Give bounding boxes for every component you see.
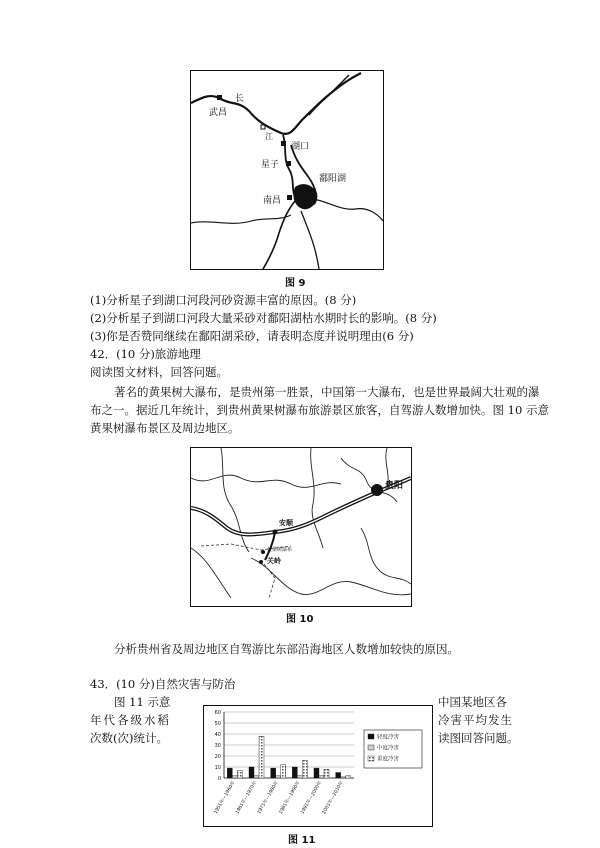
legend-swatch xyxy=(368,756,374,761)
x-tick-label: 1981年—1990年 xyxy=(278,780,302,816)
y-tick-label: 40 xyxy=(214,732,221,738)
figure-10-map xyxy=(190,447,412,607)
q43-heading: 43．(10 分)自然灾害与防治 xyxy=(90,677,236,691)
figure-10-caption: 图 10 xyxy=(286,614,314,625)
bar-中度冷害-2001年—2010年 xyxy=(341,777,346,778)
q42-intro: 阅读图文材料，回答问题。 xyxy=(90,365,228,379)
q42-paragraph-line-2: 布之一。据近几年统计，到贵州黄果树瀑布旅游景区旅客，自驾游人数增加快。图 10 示意 xyxy=(90,403,549,417)
bar-轻度冷害-1981年—1990年 xyxy=(292,767,297,778)
bar-中度冷害-1951年—1960年 xyxy=(232,776,237,778)
figure-9-map-drawing xyxy=(191,71,383,269)
figure-9-caption: 图 9 xyxy=(285,278,306,289)
legend-swatch xyxy=(368,734,374,739)
bar-中度冷害-1991年—2000年 xyxy=(319,776,324,778)
figure-10-map-drawing xyxy=(191,448,411,606)
bar-轻度冷害-1991年—2000年 xyxy=(314,768,319,778)
wuchang-marker xyxy=(217,95,222,100)
q43-right-line-1: 中国某地区各 xyxy=(438,695,507,709)
label-poyang: 鄱阳湖 xyxy=(319,174,347,184)
label-chang: 长 xyxy=(235,94,245,104)
x-tick-label: 1961年—1970年 xyxy=(235,780,259,816)
q42-paragraph-line-3: 黄果树瀑布景区及周边地区。 xyxy=(90,421,240,435)
guanling-marker xyxy=(259,560,263,564)
bar-轻度冷害-1951年—1960年 xyxy=(227,768,232,778)
y-tick-label: 60 xyxy=(214,710,221,716)
y-tick-label: 50 xyxy=(214,721,221,727)
figure-11-caption: 图 11 xyxy=(288,835,316,846)
legend-label: 中度冷害 xyxy=(377,745,400,752)
hukou-marker xyxy=(281,141,286,146)
label-anshun: 安顺 xyxy=(279,519,293,527)
bar-轻度冷害-1971年—1980年 xyxy=(271,768,276,778)
figure-11-chart xyxy=(203,705,433,827)
bar-轻度冷害-2001年—2010年 xyxy=(336,773,341,779)
bar-重度冷害-1961年—1970年 xyxy=(259,736,264,778)
xingzi-marker xyxy=(286,161,291,166)
x-tick-label: 1971年—1980年 xyxy=(256,780,280,816)
q41-item-3: (3)你是否赞同继续在鄱阳湖采砂，请表明态度并说明理由(6 分) xyxy=(90,329,414,343)
label-guanling: 关岭 xyxy=(267,557,281,565)
y-tick-label: 30 xyxy=(214,743,221,749)
bar-重度冷害-2001年—2010年 xyxy=(346,776,351,778)
q41-item-2: (2)分析星子到湖口河段大量采砂对鄱阳湖枯水期时长的影响。(8 分) xyxy=(90,311,437,325)
q43-right-line-3: 读图回答问题。 xyxy=(438,731,519,745)
q43-right-line-2: 冷害平均发生 xyxy=(438,713,513,727)
q43-left-line-2: 年代各级水稻 xyxy=(90,713,171,727)
legend-swatch xyxy=(368,745,374,750)
guiyang-marker xyxy=(371,484,383,496)
bar-重度冷害-1971年—1980年 xyxy=(281,765,286,778)
bar-中度冷害-1981年—1990年 xyxy=(297,776,302,778)
huangguoshu-marker xyxy=(261,550,265,554)
label-hukou: 湖口 xyxy=(291,142,310,152)
q42-paragraph-line-1: 著名的黄果树大瀑布，是贵州第一胜景，中国第一大瀑布，也是世界最阔大壮观的瀑 xyxy=(114,385,540,399)
nanchang-marker xyxy=(287,195,292,200)
y-tick-label: 10 xyxy=(214,765,221,771)
label-guiyang: 贵阳 xyxy=(385,481,404,491)
q42-question: 分析贵州省及周边地区自驾游比东部沿海地区人数增加较快的原因。 xyxy=(114,642,459,656)
bar-重度冷害-1981年—1990年 xyxy=(302,760,307,778)
y-tick-label: 0 xyxy=(217,776,221,782)
figure-11-chart-svg xyxy=(204,706,432,826)
x-tick-label: 1991年—2000年 xyxy=(300,780,324,816)
bar-中度冷害-1961年—1970年 xyxy=(254,776,259,778)
legend-label: 重度冷害 xyxy=(377,756,400,763)
label-xingzi: 星子 xyxy=(261,160,280,170)
bar-轻度冷害-1961年—1970年 xyxy=(249,767,254,778)
x-tick-label: 1951年—1960年 xyxy=(213,780,237,816)
figure-9-map xyxy=(190,70,384,270)
label-jiang: 江 xyxy=(265,132,273,141)
bar-中度冷害-1971年—1980年 xyxy=(276,776,281,778)
y-tick-label: 20 xyxy=(214,754,221,760)
q42-heading: 42．(10 分)旅游地理 xyxy=(90,347,201,361)
q43-left-line-1: 图 11 示意 xyxy=(114,695,171,709)
x-tick-label: 2001年—2010年 xyxy=(321,780,345,816)
legend-label: 轻度冷害 xyxy=(377,734,400,741)
bar-重度冷害-1951年—1960年 xyxy=(237,770,242,778)
label-nanchang: 南昌 xyxy=(263,196,282,206)
q43-left-line-3: 次数(次)统计。 xyxy=(90,731,168,745)
bar-重度冷害-1991年—2000年 xyxy=(324,769,329,778)
anshun-marker xyxy=(273,530,278,535)
label-huangguoshu: 黄果树瀑布 xyxy=(267,547,293,553)
q41-item-1: (1)分析星子到湖口河段河砂资源丰富的原因。(8 分) xyxy=(90,293,357,307)
label-wuchang: 武昌 xyxy=(209,108,228,118)
